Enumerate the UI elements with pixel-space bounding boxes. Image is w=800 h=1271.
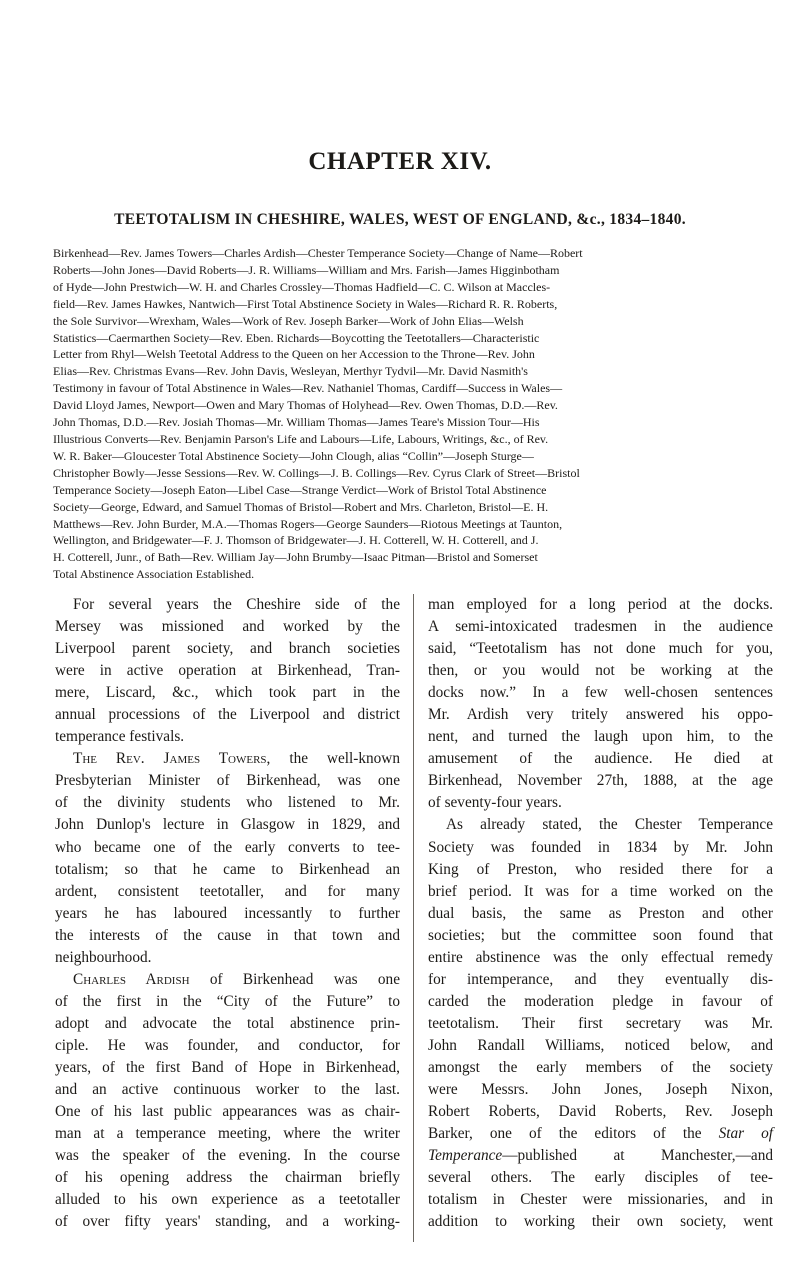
body-line xyxy=(428,1145,773,1167)
body-line: adopt and advocate the total abstinence prin- xyxy=(55,1014,400,1032)
body-line: amusement of the audience. He died at xyxy=(428,750,773,768)
body-line: carded the moderation pledge in favour of xyxy=(428,992,773,1010)
body-line: and an active continuous worker to the last. xyxy=(55,1081,400,1099)
chapter-synopsis xyxy=(53,245,768,583)
synopsis-line: David Lloyd James, Newport—Owen and Mary Thomas of Holyhead—Rev. Owen Thomas, D.D.—Rev. xyxy=(53,398,558,413)
body-line: years he has laboured incessantly to further xyxy=(55,904,400,922)
synopsis-line: W. R. Baker—Gloucester Total Abstinence Society—John Clough, alias “Collin”—Joseph Sturge— xyxy=(53,448,534,463)
synopsis-line: of Hyde—John Prestwich—W. H. and Charles Crossley—Thomas Hadfield—C. C. Wilson at Maccles- xyxy=(53,279,551,294)
body-line: For several years the Cheshire side of the xyxy=(73,596,400,613)
body-line: several others. The early disciples of tee- xyxy=(428,1169,773,1187)
body-line: addition to working their own society, went xyxy=(428,1213,773,1231)
name-lead-towers: The Rev. James Towers, xyxy=(73,750,271,768)
synopsis-line: Wellington, and Bridgewater—F. J. Thomson of Bridgewater—J. H. Cotterell, W. H. Cotterell, and J. xyxy=(53,533,539,548)
synopsis-line: Christopher Bowly—Jesse Sessions—Rev. W. Collings—J. B. Collings—Rev. Cyrus Clark of Street—Bristol xyxy=(53,465,580,480)
synopsis-line: the Sole Survivor—Wrexham, Wales—Work of Rev. Joseph Barker—Work of John Elias—Welsh xyxy=(53,313,524,328)
body-line xyxy=(55,969,400,991)
body-line: totalism; so that he came to Birkenhead an xyxy=(55,860,400,878)
body-line: man employed for a long period at the docks. xyxy=(428,596,773,613)
body-line: for intemperance, and they eventually dis- xyxy=(428,970,773,988)
synopsis-line: Temperance Society—Joseph Eaton—Libel Case—Strange Verdict—Work of Bristol Total Abstinence xyxy=(53,482,547,497)
synopsis-line: Illustrious Converts—Rev. Benjamin Parson's Life and Labours—Life, Labours, Writings, &c., of Rev. xyxy=(53,431,549,446)
body-line: Society was founded in 1834 by Mr. John xyxy=(428,838,773,856)
body-text-run: the well-known xyxy=(270,750,400,768)
body-line: mere, Liscard, &c., which took part in the xyxy=(55,684,400,702)
body-text-run: —published at Manchester,—and xyxy=(502,1147,773,1165)
body-line: temperance festivals. xyxy=(55,728,185,746)
synopsis-line: Statistics—Caermarthen Society—Rev. Eben. Richards—Boycotting the Teetotallers—Characteristic xyxy=(53,330,540,345)
body-line: entire abstinence was the only effectual remedy xyxy=(428,948,773,966)
body-line: of the first in the “City of the Future” to xyxy=(55,992,400,1010)
body-line xyxy=(428,1123,773,1145)
body-line: As already stated, the Chester Temperance xyxy=(446,816,773,834)
synopsis-line: Birkenhead—Rev. James Towers—Charles Ardish—Chester Temperance Society—Change of Name—Robert xyxy=(53,246,583,260)
name-lead-ardish: Charles Ardish xyxy=(73,970,190,988)
chapter-title: CHAPTER XIV. xyxy=(308,148,492,175)
body-line: of seventy-four years. xyxy=(428,794,562,812)
body-line: Robert Roberts, David Roberts, Rev. Joseph xyxy=(428,1103,773,1121)
synopsis-line: Society—George, Edward, and Samuel Thomas of Bristol—Robert and Mrs. Charleton, Bristol—E. H. xyxy=(53,499,549,514)
body-line: John Dunlop's lecture in Glasgow in 1829, and xyxy=(55,816,400,834)
body-line: ardent, consistent teetotaller, and for many xyxy=(55,882,400,900)
body-line: teetotalism. Their first secretary was Mr. xyxy=(428,1014,773,1032)
column-divider xyxy=(413,594,414,1242)
periodical-title: Temperance xyxy=(428,1147,503,1165)
synopsis-line: Letter from Rhyl—Welsh Teetotal Address to the Queen on her Accession to the Throne—Rev. John xyxy=(53,347,535,362)
body-line: of over fifty years' standing, and a working- xyxy=(55,1213,400,1231)
synopsis-line: H. Cotterell, Junr., of Bath—Rev. William Jay—John Brumby—Isaac Pitman—Bristol and Somerset xyxy=(53,550,538,565)
body-line: neighbourhood. xyxy=(55,948,152,966)
left-column xyxy=(55,594,400,1233)
body-line: amongst the early members of the society xyxy=(428,1058,773,1076)
right-column xyxy=(428,594,773,1233)
body-line: the interests of the cause in that town and xyxy=(55,926,400,944)
body-line: of his opening address the chairman briefly xyxy=(55,1169,400,1187)
body-line: docks now.” In a few well-chosen sentences xyxy=(428,684,773,702)
body-line: nent, and turned the laugh upon him, to the xyxy=(428,728,773,746)
synopsis-line: John Thomas, D.D.—Rev. Josiah Thomas—Mr. William Thomas—James Teare's Mission Tour—His xyxy=(53,415,540,430)
body-line: Mersey was missioned and worked by the xyxy=(55,618,400,636)
body-line: man at a temperance meeting, where the writer xyxy=(55,1125,400,1143)
body-line: who became one of the early converts to tee- xyxy=(55,838,400,856)
body-line: totalism in Chester were missionaries, and in xyxy=(428,1191,773,1209)
body-line: A semi-intoxicated tradesmen in the audience xyxy=(428,618,773,636)
synopsis-line: Roberts—John Jones—David Roberts—J. R. Williams—William and Mrs. Farish—James Higginbotham xyxy=(53,262,560,277)
synopsis-line: Matthews—Rev. John Burder, M.A.—Thomas Rogers—George Saunders—Riotous Meetings at Taunton, xyxy=(53,516,563,531)
body-line: years, of the first Band of Hope in Birkenhead, xyxy=(55,1058,400,1076)
body-line: annual processions of the Liverpool and district xyxy=(55,706,400,724)
body-text-run: Barker, one of the editors of the xyxy=(428,1125,719,1143)
body-line: John Randall Williams, noticed below, and xyxy=(428,1036,773,1054)
body-line: societies; but the committee soon found that xyxy=(428,926,773,944)
periodical-title: Star of xyxy=(718,1125,773,1143)
body-line: Birkenhead, November 27th, 1888, at the age xyxy=(428,772,773,790)
synopsis-line: field—Rev. James Hawkes, Nantwich—First Total Abstinence Society in Wales—Richard R. R. Roberts, xyxy=(53,296,558,311)
body-line: alluded to his own experience as a teetotaller xyxy=(55,1191,400,1209)
chapter-subtitle: TEETOTALISM IN CHESHIRE, WALES, WEST OF ENGLAND, &c., 1834–1840. xyxy=(114,211,686,228)
body-line: King of Preston, who resided there for a xyxy=(428,860,773,878)
body-line: Mr. Ardish very tritely answered his oppo- xyxy=(428,706,773,724)
body-line: were in active operation at Birkenhead, Tran- xyxy=(55,662,400,680)
body-line: then, or you would not be working at the xyxy=(428,662,773,680)
body-line: dual basis, the same as Preston and other xyxy=(428,904,773,922)
body-line: was the speaker of the evening. In the course xyxy=(55,1147,400,1165)
body-line: Liverpool parent society, and branch societies xyxy=(55,640,400,658)
body-line xyxy=(55,748,400,770)
body-text-run: of Birkenhead was one xyxy=(189,970,400,988)
synopsis-line: Testimony in favour of Total Abstinence in Wales—Rev. Nathaniel Thomas, Cardiff—Success in Wales— xyxy=(53,381,563,396)
body-line: Presbyterian Minister of Birkenhead, was one xyxy=(55,772,400,790)
body-line: ciple. He was founder, and conductor, for xyxy=(55,1036,400,1054)
body-line: said, “Teetotalism has not done much for you, xyxy=(428,640,773,658)
body-line: brief period. It was for a time worked on the xyxy=(428,882,773,900)
synopsis-line: Elias—Rev. Christmas Evans—Rev. John Davis, Wesleyan, Merthyr Tydvil—Mr. David Nasmith's xyxy=(53,364,528,379)
synopsis-line: Total Abstinence Association Established. xyxy=(53,567,255,582)
body-line: were Messrs. John Jones, Joseph Nixon, xyxy=(428,1081,773,1099)
body-line: of the divinity students who listened to Mr. xyxy=(55,794,400,812)
body-line: One of his last public appearances was as chair- xyxy=(55,1103,400,1121)
